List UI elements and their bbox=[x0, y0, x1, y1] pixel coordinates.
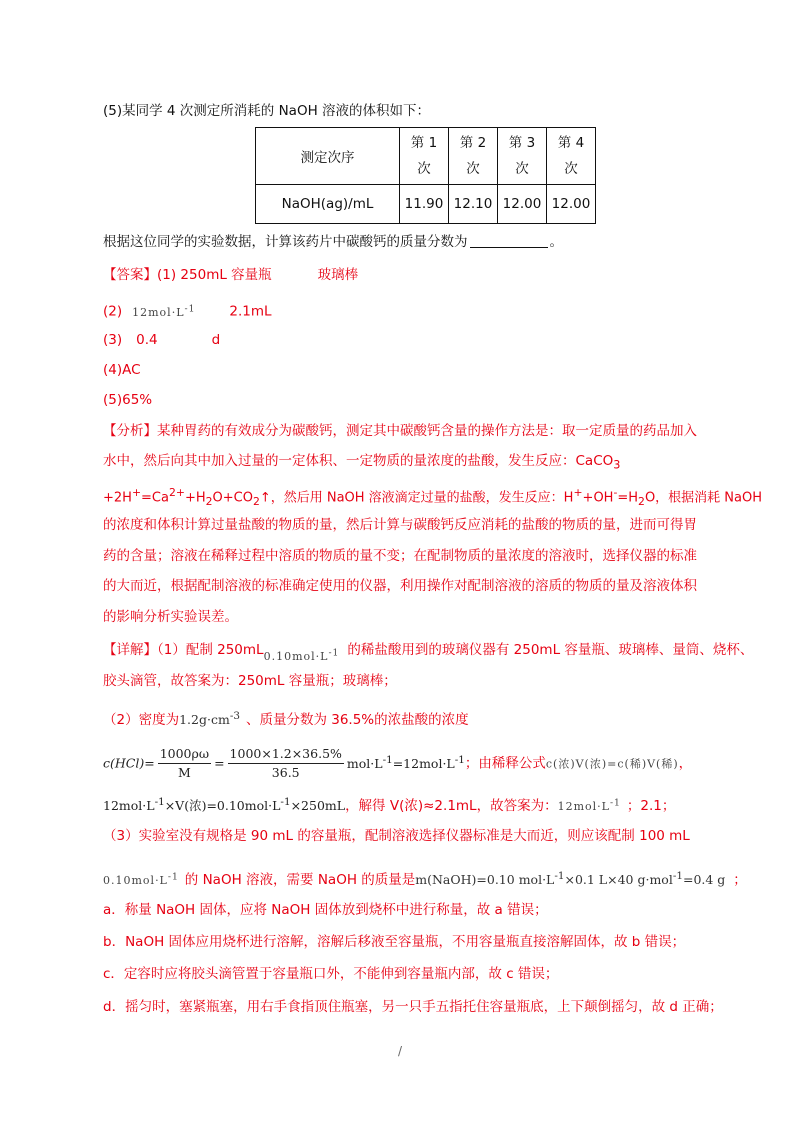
table-header-cell bbox=[400, 128, 449, 185]
detail-line-d: d．摇匀时，塞紧瓶塞，用右手食指顶住瓶塞，另一只手五指托住容量瓶底，上下颠倒摇匀，故 d 正确； bbox=[103, 999, 723, 1015]
formula-sup: -1 bbox=[382, 753, 393, 766]
analysis-text: O+CO bbox=[212, 490, 253, 506]
analysis-line-6: 的大而近，根据配制溶液的标准确定使用的仪器，利用操作对配制溶液的溶质的物质的量及溶液体积 bbox=[103, 578, 697, 594]
formula-sup: -1 bbox=[454, 753, 465, 766]
analysis-line-4: 的浓度和体积计算过量盐酸的物质的量，然后计算与碳酸钙反应消耗的盐酸的物质的量，进而可得胃 bbox=[103, 517, 697, 533]
formula-text: 0.10mol·L bbox=[103, 874, 168, 888]
page-footer: / bbox=[398, 1044, 403, 1058]
table-header-cell bbox=[498, 128, 547, 185]
fraction-numerator: 1000×1.2×36.5% bbox=[228, 745, 344, 764]
table-cell bbox=[400, 185, 449, 224]
formula-text: 0.10mol·L bbox=[263, 650, 329, 663]
formula-text: =0.4 g bbox=[682, 872, 726, 888]
superscript: + bbox=[131, 486, 142, 499]
subscript: 2 bbox=[205, 494, 213, 508]
cell-text: 第 3 次 bbox=[508, 135, 536, 177]
detail-line-1 bbox=[103, 640, 753, 667]
detail-line-b: b．NaOH 固体应用烧杯进行溶解，溶解后移液至容量瓶，不用容量瓶直接溶解固体，故 b 错误； bbox=[103, 934, 686, 950]
analysis-tag: 【分析】 bbox=[103, 423, 157, 439]
fraction-denominator: M bbox=[177, 765, 191, 780]
fraction bbox=[158, 745, 211, 782]
table-cell bbox=[498, 185, 547, 224]
detail-line-c: c．定容时应将胶头滴管置于容量瓶口外，不能伸到容量瓶内部，故 c 错误； bbox=[103, 966, 559, 982]
cell-text: 测定次序 bbox=[300, 150, 355, 166]
table-header-cell bbox=[547, 128, 596, 185]
answer-value: 0.4 bbox=[136, 332, 158, 348]
conc-formula bbox=[557, 797, 621, 814]
answer-blank bbox=[470, 233, 548, 248]
answer-num: (2) bbox=[103, 303, 123, 320]
formula-result bbox=[346, 753, 465, 771]
analysis-line-3 bbox=[103, 483, 762, 512]
detail-line-4 bbox=[103, 745, 692, 782]
answer-num: (1) bbox=[157, 267, 177, 283]
detail-tag: 【详解】 bbox=[103, 642, 157, 658]
formula-text: 12mol·L bbox=[103, 798, 155, 814]
answer-line-4: (4)AC bbox=[103, 362, 141, 378]
formula-text: 12mol·L bbox=[132, 305, 185, 319]
analysis-line-7: 的影响分析实验误差。 bbox=[103, 609, 238, 625]
q5-intro: (5)某同学 4 次测定所消耗的 NaOH 溶液的体积如下： bbox=[103, 103, 431, 119]
formula-sup: -1 bbox=[184, 303, 196, 314]
cell-text: 第 4 次 bbox=[557, 135, 585, 177]
detail-line-6: （3）实验室没有规格是 90 mL 的容量瓶，配制溶液选择仪器标准是大而近，则应该配制 100 mL bbox=[103, 828, 690, 844]
conc-formula bbox=[263, 647, 340, 663]
formula-text: mol·L bbox=[346, 755, 383, 771]
cell-text: 第 2 次 bbox=[459, 135, 487, 177]
formula-text: m(NaOH)=0.10 mol·L bbox=[415, 872, 555, 888]
analysis-text: =H bbox=[617, 490, 639, 506]
analysis-line-2 bbox=[103, 451, 620, 476]
formula-sup: -1 bbox=[554, 870, 565, 882]
formula-text: = bbox=[214, 755, 225, 771]
answer-num: (3) bbox=[103, 332, 123, 348]
detail-text: ；由稀释公式 bbox=[464, 755, 546, 772]
q5-question-end: 。 bbox=[549, 234, 563, 250]
formula-text: ×V(浓)=0.10mol·L bbox=[164, 798, 281, 814]
formula-text: =12mol·L bbox=[392, 755, 455, 771]
analysis-text: +H bbox=[184, 490, 206, 506]
analysis-line-1 bbox=[103, 421, 697, 441]
formula-text: 1.2g·cm bbox=[179, 712, 230, 728]
analysis-text: +OH bbox=[582, 490, 614, 506]
detail-text: ，解得 V(浓)≈2.1mL，故答案为： bbox=[345, 798, 558, 815]
formula-sup: -1 bbox=[328, 647, 340, 659]
analysis-text: 某种胃药的有效成分为碳酸钙，测定其中碳酸钙含量的操作方法是：取一定质量的药品加入 bbox=[157, 423, 697, 439]
table-cell bbox=[449, 185, 498, 224]
fraction-numerator: 1000ρω bbox=[158, 745, 211, 764]
answer-value: 玻璃棒 bbox=[317, 267, 359, 283]
table-header-cell bbox=[256, 128, 400, 185]
fraction bbox=[228, 745, 344, 782]
subscript: 2 bbox=[252, 494, 260, 508]
formula-text: ×0.1 L×40 g·mol bbox=[564, 872, 673, 888]
cell-text: 11.90 bbox=[404, 196, 444, 212]
table-header-cell bbox=[449, 128, 498, 185]
density-formula bbox=[179, 712, 240, 727]
formula-equation bbox=[103, 798, 345, 813]
detail-text: （2）密度为 bbox=[103, 712, 180, 729]
mass-formula bbox=[415, 872, 725, 887]
analysis-text: =Ca bbox=[141, 490, 169, 506]
detail-text: ；2.1； bbox=[626, 798, 676, 815]
formula-sup: -1 bbox=[672, 870, 683, 882]
formula-sup: -1 bbox=[167, 871, 179, 883]
answer-tag: 【答案】 bbox=[103, 267, 157, 283]
answer-line-5: (5)65% bbox=[103, 392, 153, 408]
conc-formula bbox=[103, 871, 179, 888]
cell-text: 12.00 bbox=[502, 196, 542, 212]
subscript: 2 bbox=[638, 494, 645, 508]
q5-question-text: 根据这位同学的实验数据，计算该药片中碳酸钙的质量分数为 bbox=[103, 234, 468, 250]
cell-text: NaOH(ag)/mL bbox=[281, 196, 374, 212]
detail-line-3 bbox=[103, 706, 469, 730]
analysis-line-5: 药的含量；溶液在稀释过程中溶质的物质的量不变；在配制物质的量浓度的溶液时，选择仪器的标准 bbox=[103, 548, 697, 564]
detail-text: （1）配制 250mL bbox=[157, 642, 264, 658]
detail-line-2: 胶头滴管，故答案为：250mL 容量瓶；玻璃棒； bbox=[103, 673, 397, 689]
detail-text: 、质量分数为 36.5%的浓盐酸的浓度 bbox=[245, 712, 469, 729]
formula-sup: -1 bbox=[609, 797, 621, 809]
detail-text: ， bbox=[678, 755, 693, 772]
conc-formula bbox=[132, 303, 196, 319]
formula-sup: -1 bbox=[280, 796, 291, 808]
formula-text: c(HCl)= bbox=[103, 755, 155, 771]
table-cell bbox=[547, 185, 596, 224]
detail-line-5 bbox=[103, 792, 675, 817]
cell-text: 12.10 bbox=[453, 196, 493, 212]
detail-text: 的 NaOH 溶液，需要 NaOH 的质量是 bbox=[184, 872, 416, 889]
analysis-text: ↑，然后用 NaOH 溶液滴定过量的盐酸，发生反应：H bbox=[259, 490, 574, 506]
detail-line-a: a．称量 NaOH 固体，应将 NaOH 固体放到烧杯中进行称量，故 a 错误； bbox=[103, 902, 548, 918]
answer-value: 250mL 容量瓶 bbox=[180, 267, 272, 283]
detail-text: 的稀盐酸用到的玻璃仪器有 250mL 容量瓶、玻璃棒、量筒、烧杯、 bbox=[347, 642, 754, 658]
detail-line-7 bbox=[103, 866, 747, 891]
analysis-text: O，根据消耗 NaOH bbox=[644, 490, 763, 506]
subscript: 3 bbox=[613, 458, 621, 472]
q5-question bbox=[103, 232, 563, 252]
table-cell bbox=[256, 185, 400, 224]
cell-text: 第 1 次 bbox=[410, 135, 438, 177]
answer-value: 2.1mL bbox=[229, 303, 272, 320]
fraction-denominator: 36.5 bbox=[271, 765, 300, 780]
superscript: - bbox=[613, 486, 618, 499]
formula-sup: -1 bbox=[154, 796, 165, 808]
table-header-row bbox=[256, 128, 596, 185]
answer-line-1 bbox=[103, 265, 358, 285]
detail-text: ； bbox=[733, 872, 747, 889]
answer-line-2 bbox=[103, 299, 272, 323]
analysis-text: 水中，然后向其中加入过量的一定体积、一定物质的量浓度的盐酸，发生反应：CaCO bbox=[103, 453, 614, 469]
formula-text: ×250mL bbox=[290, 798, 346, 814]
dilution-formula: c(浓)V(浓)=c(稀)V(稀) bbox=[545, 757, 679, 771]
answer-line-3 bbox=[103, 330, 220, 350]
answer-value: d bbox=[211, 332, 221, 348]
formula-sup: -3 bbox=[229, 710, 240, 722]
superscript: 2+ bbox=[168, 486, 185, 499]
analysis-text: +2H bbox=[103, 490, 132, 506]
cell-text: 12.00 bbox=[551, 196, 591, 212]
superscript: + bbox=[573, 486, 583, 499]
naoh-volume-table bbox=[255, 127, 596, 224]
table-data-row bbox=[256, 185, 596, 224]
formula-text: 12mol·L bbox=[557, 800, 610, 814]
